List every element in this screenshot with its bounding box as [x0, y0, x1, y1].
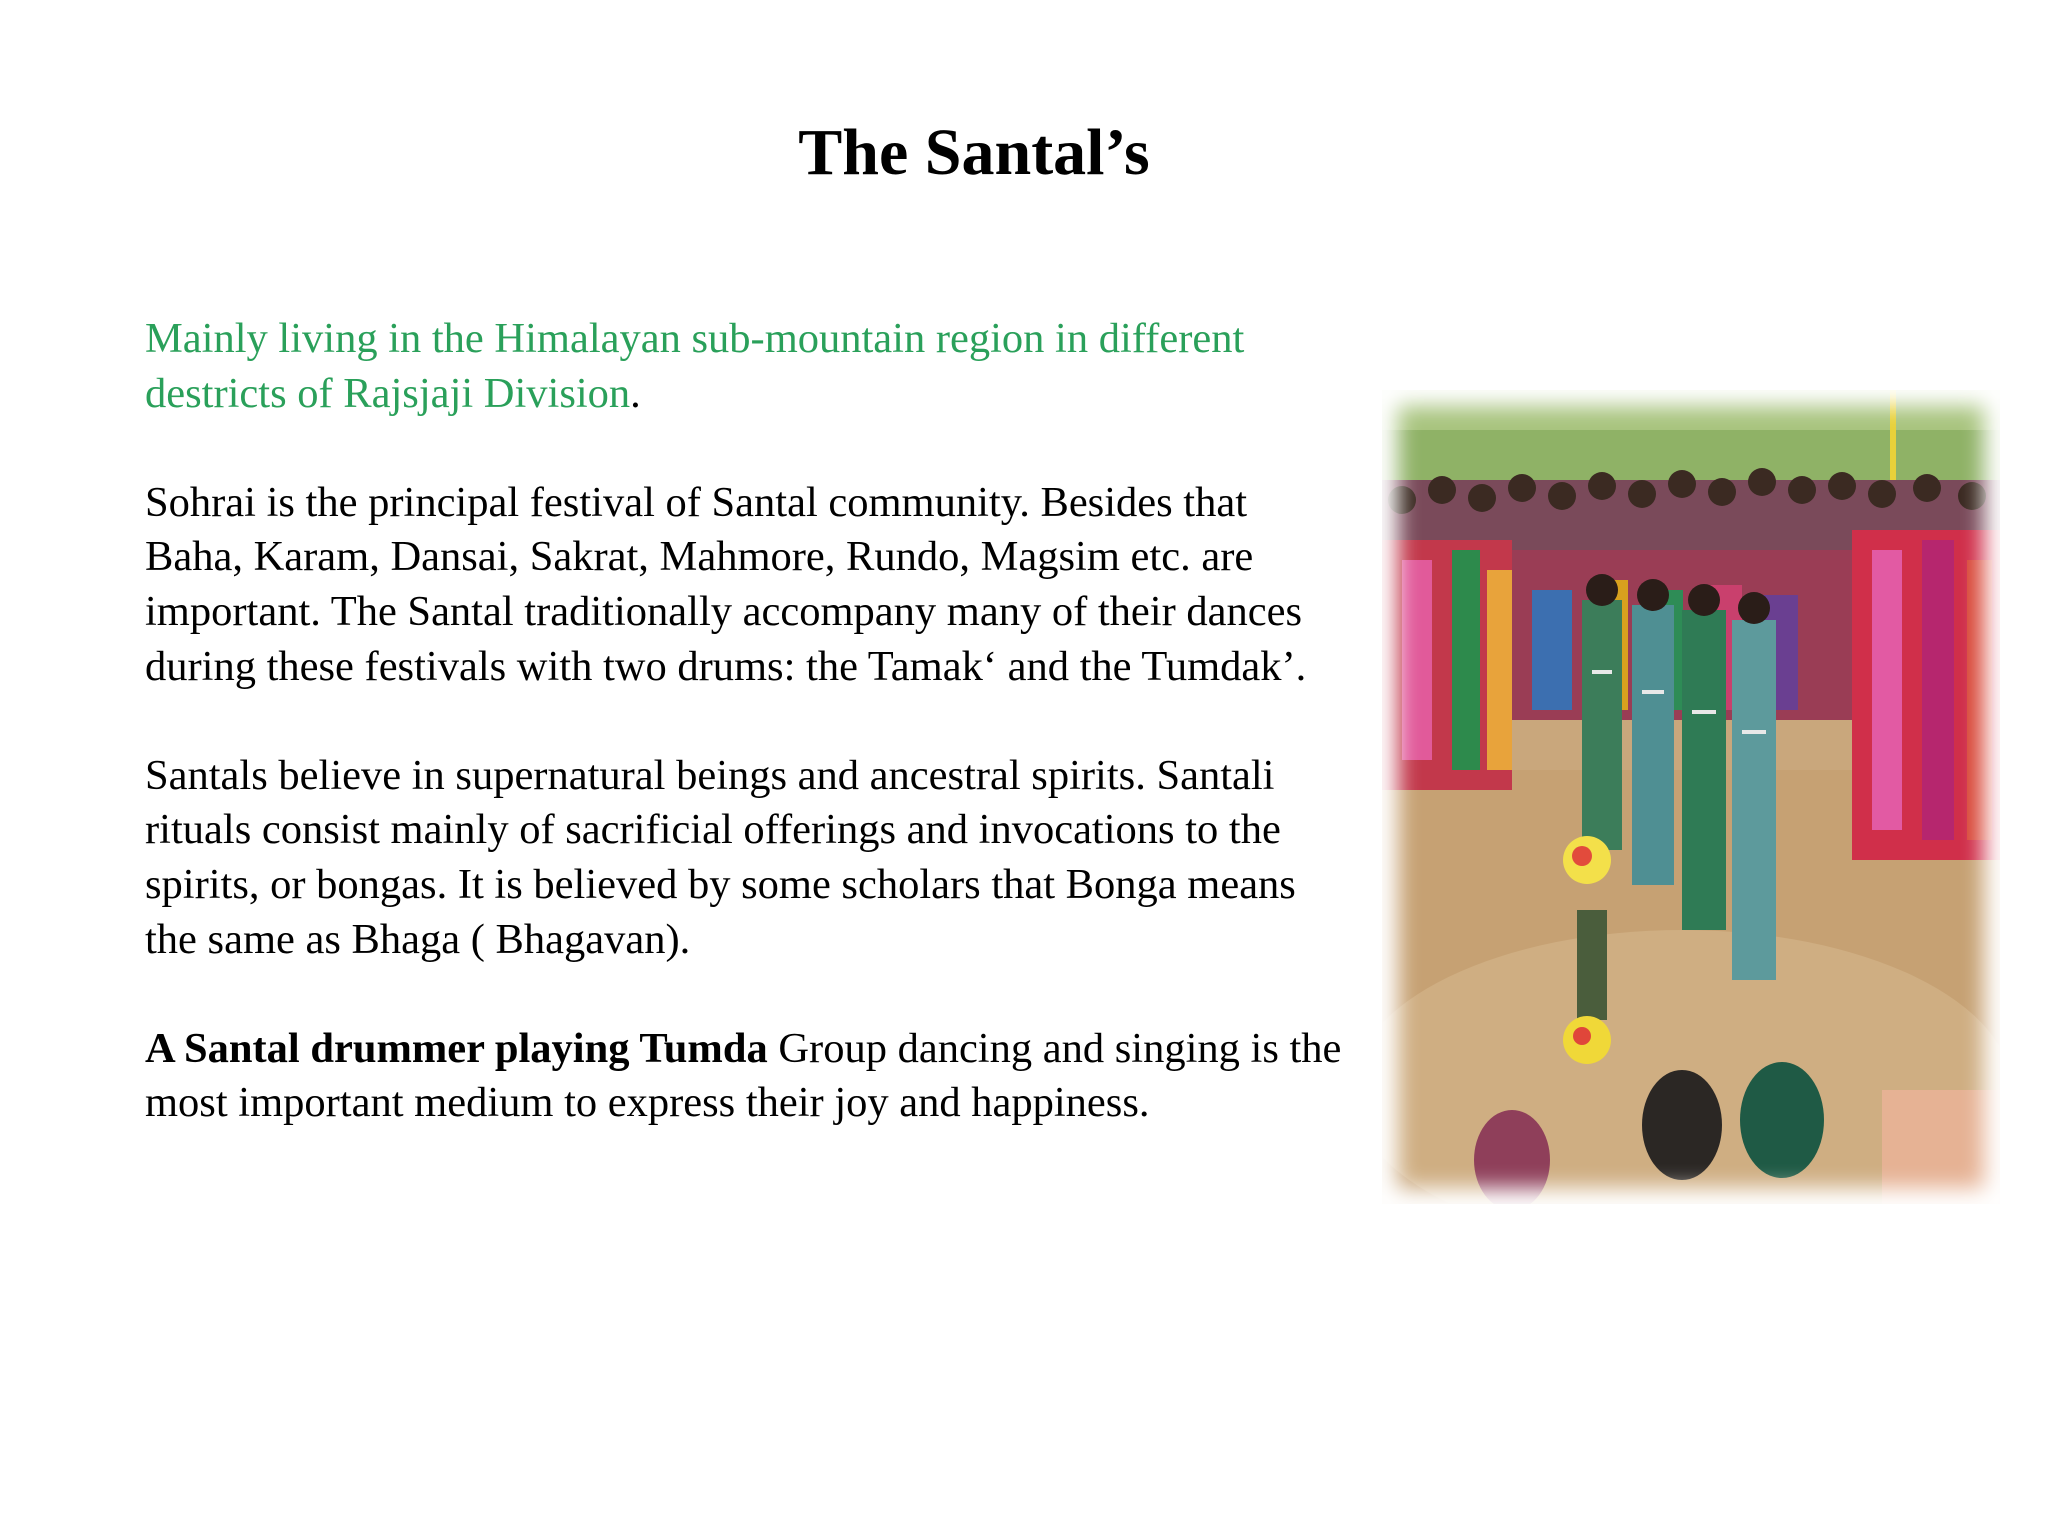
paragraph-festivals: Sohrai is the principal festival of Santal community. Besides that Baha, Karam, Dansai, Sakrat, Mahmore, Rundo, Magsim etc. are important. The Santal traditionally accompany many of their dances during these festivals with two drums: the Tamak‘ and the Tumdak’.	[145, 478, 1307, 690]
slide-body	[145, 312, 1355, 1131]
paragraph-beliefs: Santals believe in supernatural beings and ancestral spirits. Santali rituals consist mainly of sacrificial offerings and invocations to the spirits, or bongas. It is believed by some scholars that Bonga means the same as Bhaga ( Bhagavan).	[145, 751, 1296, 963]
photo-illustration	[1382, 390, 2000, 1204]
spacer	[145, 694, 1355, 749]
spacer	[145, 421, 1355, 476]
paragraph-region	[145, 312, 1355, 421]
region-period: .	[630, 369, 641, 417]
spacer	[145, 967, 1355, 1022]
paragraph-drummer	[145, 1022, 1355, 1131]
drummer-text: Group dancing and singing is the most important medium to express their joy and happiness.	[145, 1024, 1342, 1127]
drummer-caption: A Santal drummer playing Tumda	[145, 1024, 768, 1072]
region-text: Mainly living in the Himalayan sub-mountain region in different destricts of Rajsjaji Division	[145, 315, 1245, 417]
slide-title: The Santal’s	[798, 116, 1150, 189]
festival-dance-photo	[1382, 390, 2000, 1204]
